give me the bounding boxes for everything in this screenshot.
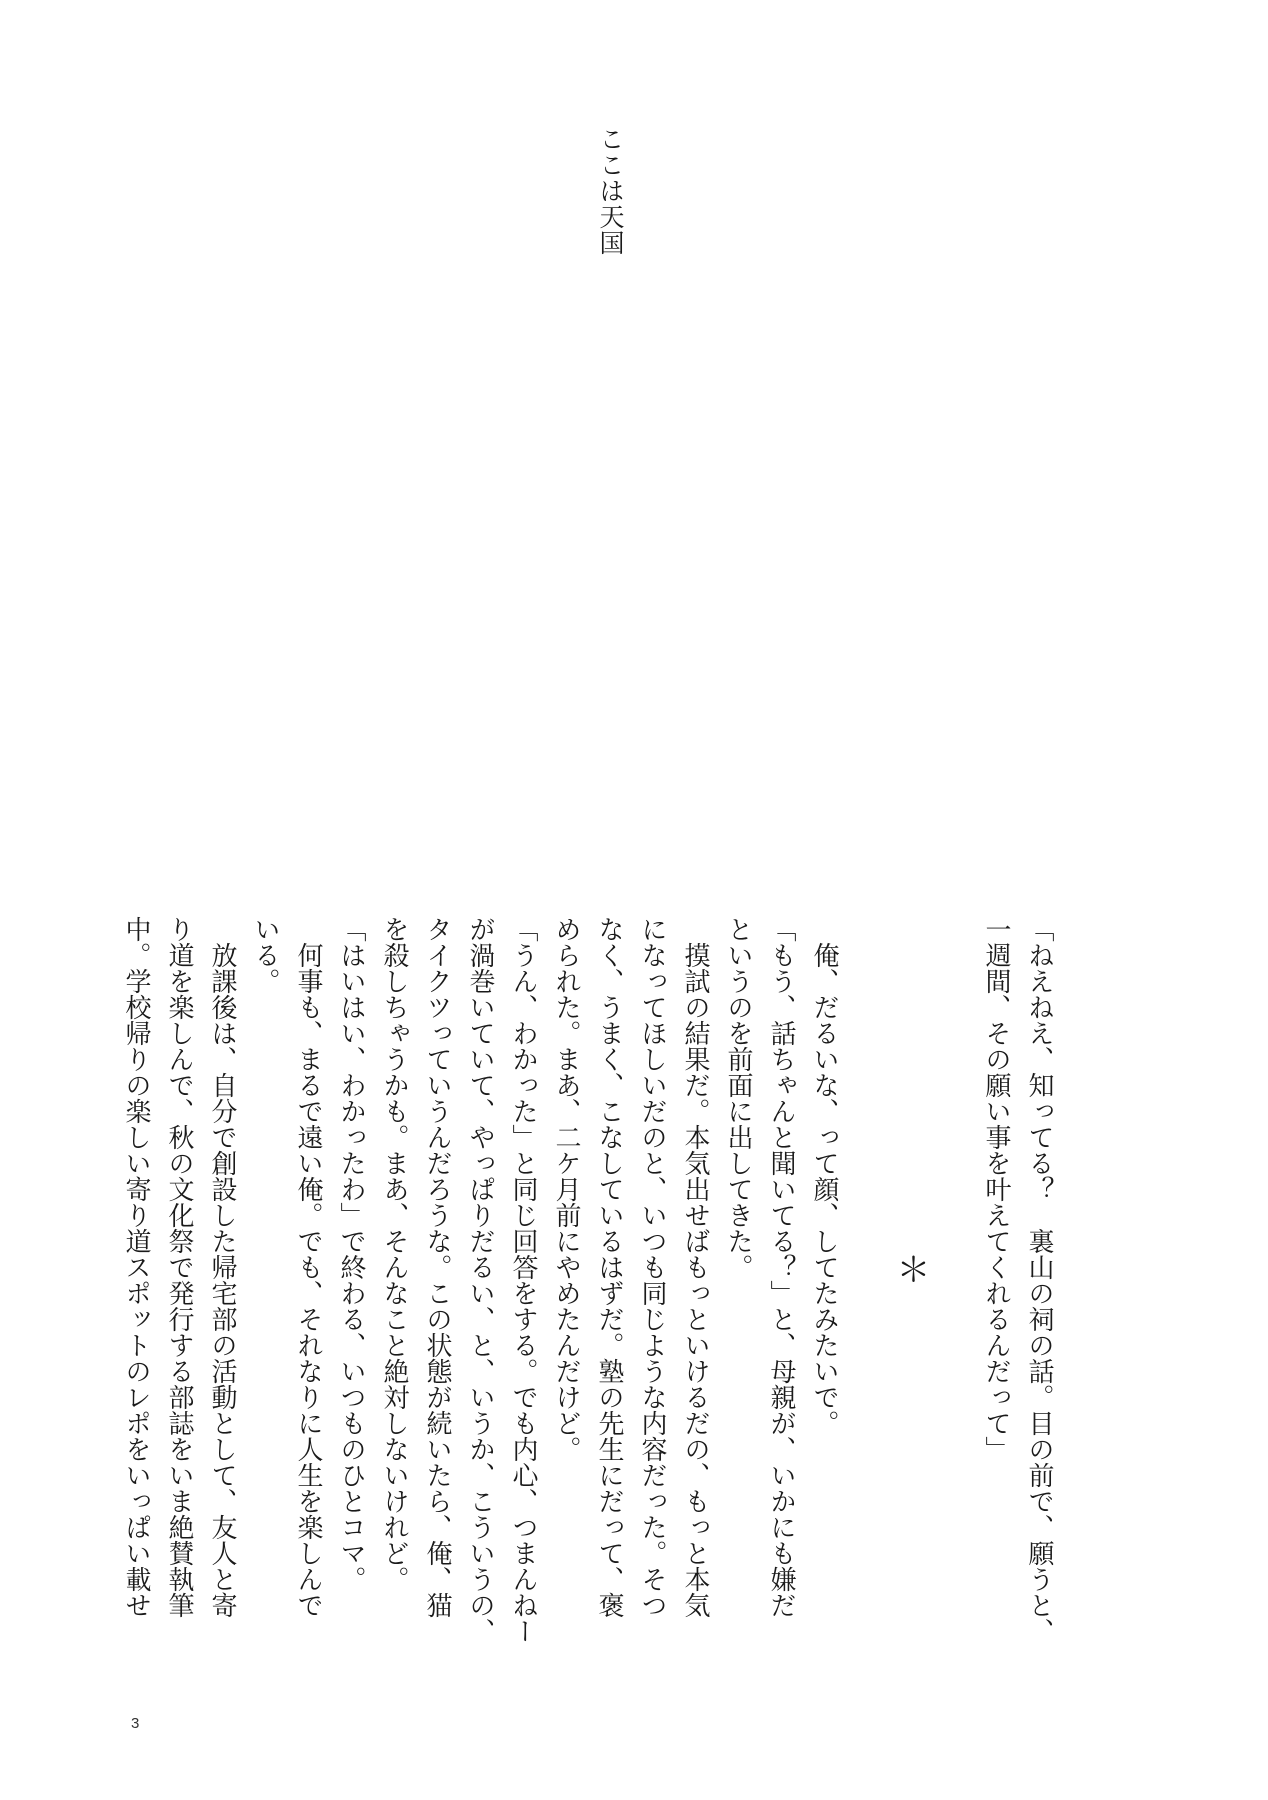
text-line: 「もう、話ちゃんと聞いてる？」と、母親が、いかにも嫌だ [766, 916, 796, 1618]
asterisk-glyph: ＊ [890, 1252, 930, 1286]
text-line: 放課後は、自分で創設した帰宅部の活動として、友人と寄 [207, 916, 237, 1618]
text-line: になってほしいだのと、いつも同じような内容だった。そつ [637, 916, 667, 1618]
text-line: 中。学校帰りの楽しい寄り道スポットのレポをいっぱい載せ [121, 916, 151, 1618]
text-line: 「ねえねえ、知ってる？ 裏山の祠の話。目の前で、願うと、 [1024, 916, 1054, 1644]
text-line: なく、うまく、こなしているはずだ。塾の先生にだって、褒 [594, 916, 624, 1618]
blank-line [845, 916, 888, 1622]
section-break-asterisk [888, 916, 931, 1622]
text-line: 「はいはい、わかったわ」で終わる、いつものひとコマ。 [336, 916, 366, 1592]
text-line: タイクツっていうんだろうな。この状態が続いたら、俺、猫 [422, 916, 452, 1618]
blank-line [931, 916, 974, 1622]
text-line: 摸試の結果だ。本気出せばもっといけるだの、もっと本気 [680, 916, 710, 1618]
text-line: 俺、だるいな、って顔、してたみたいで。 [809, 916, 839, 1436]
text-line: が渦巻いていて、やっぱりだるい、と、いうか、こういうの、 [465, 916, 495, 1644]
text-line: められた。まあ、二ケ月前にやめたんだけど。 [551, 916, 581, 1462]
body-text [121, 916, 1060, 1644]
text-line: 何事も、まるで遠い俺。でも、それなりに人生を楽しんで [293, 916, 323, 1618]
page-number: 3 [131, 1715, 140, 1732]
text-line: を殺しちゃうかも。まあ、そんなこと絶対しないけれど。 [379, 916, 409, 1592]
text-line: り道を楽しんで、秋の文化祭で発行する部誌をいま絶賛執筆 [164, 916, 194, 1618]
text-line: いる。 [250, 916, 280, 994]
page-title: ここは天国 [596, 126, 625, 256]
text-line: 「うん、わかった」と同じ回答をする。でも内心、つまんねー [508, 916, 538, 1644]
text-line: 一週間、その願い事を叶えてくれるんだって」 [981, 916, 1011, 1462]
text-line: というのを前面に出してきた。 [723, 916, 753, 1280]
